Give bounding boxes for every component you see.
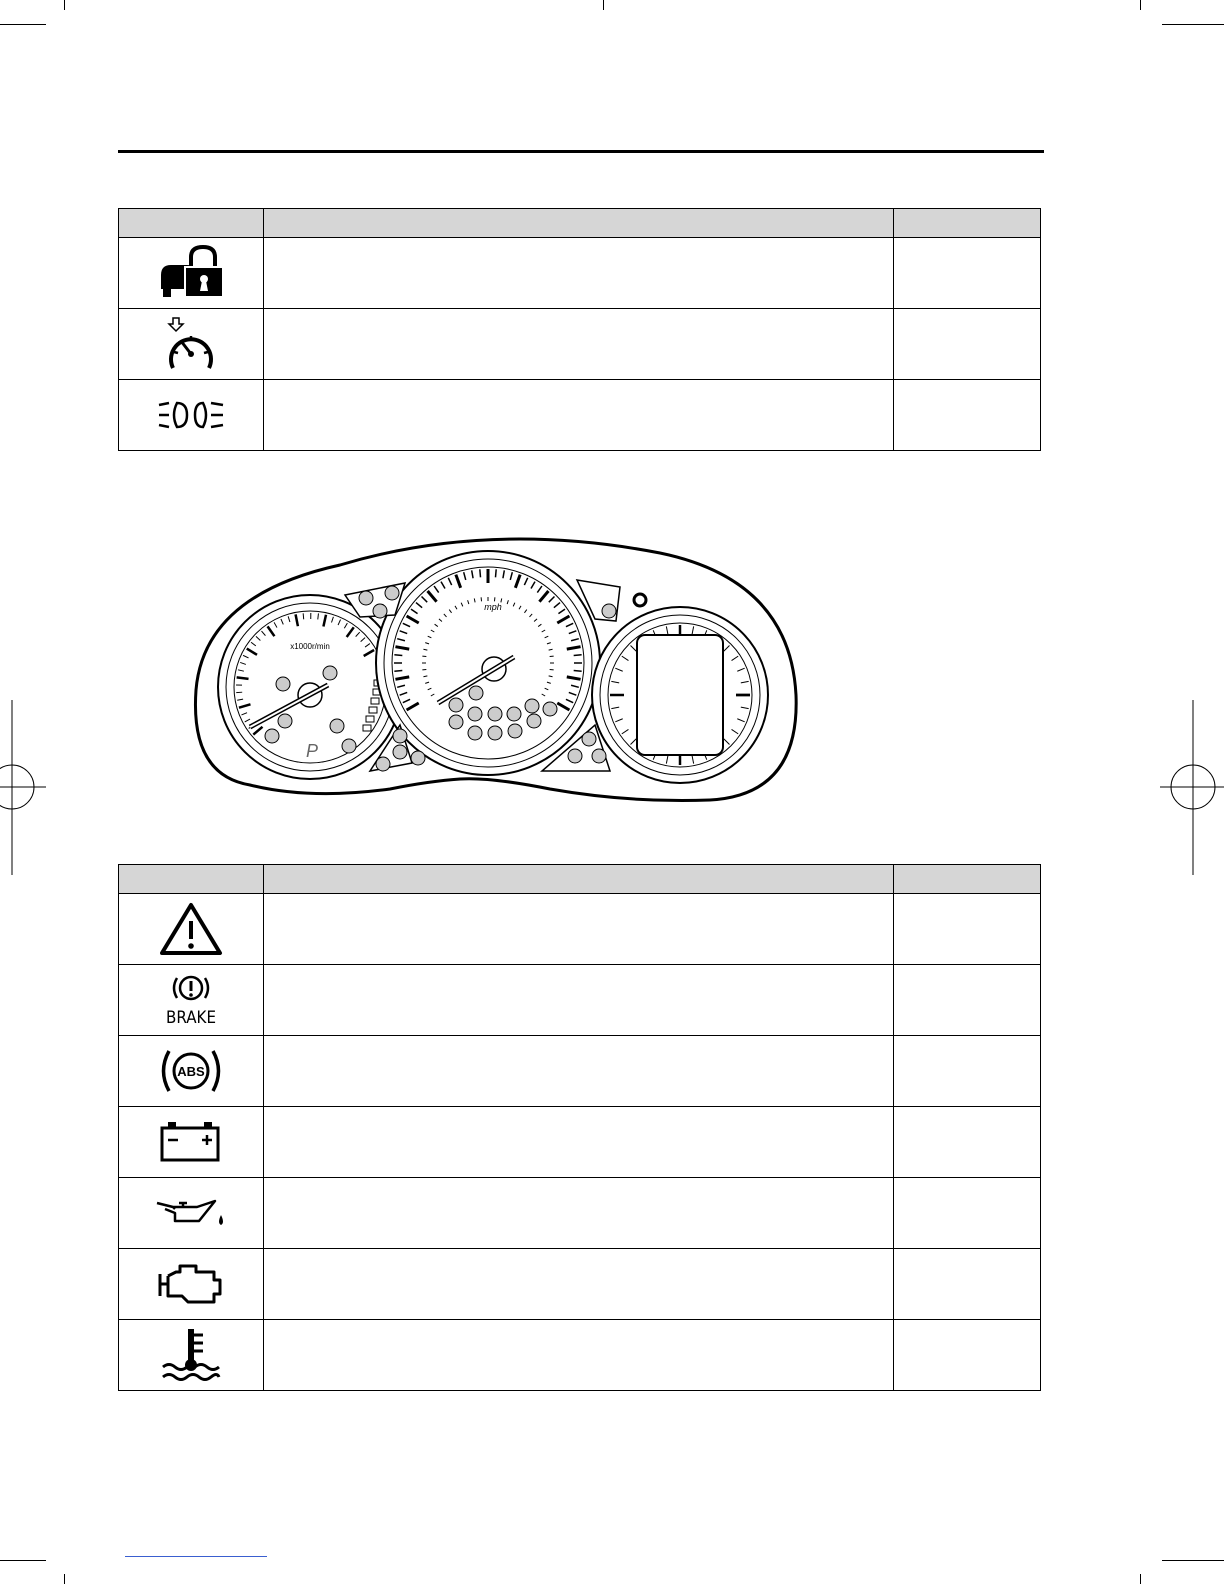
instrument-cluster-illustration (190, 525, 802, 810)
table-header-row (119, 865, 1041, 894)
page-cell (894, 238, 1041, 309)
table-row (119, 380, 1041, 451)
table-header-cell (264, 865, 894, 894)
charging-warning-icon (158, 1118, 224, 1166)
table-row (119, 1249, 1041, 1320)
table-row (119, 309, 1041, 380)
icon-cell (119, 1178, 264, 1249)
icon-cell (119, 1249, 264, 1320)
table-row (119, 1036, 1041, 1107)
indicator-table-top (118, 208, 1041, 451)
crop-mark-bottom-left-v (64, 1574, 65, 1584)
icon-cell (119, 380, 264, 451)
master-warning-icon (158, 901, 224, 957)
check-engine-icon (156, 1262, 226, 1306)
multi-info-display (637, 635, 723, 755)
description-cell (264, 1320, 894, 1391)
description-cell (264, 238, 894, 309)
footer-link-underline[interactable] (125, 1556, 267, 1557)
description-cell (264, 1036, 894, 1107)
table-row (119, 238, 1041, 309)
table-header-cell (264, 209, 894, 238)
table-header-row (119, 209, 1041, 238)
description-cell (264, 1107, 894, 1178)
crop-mark-bottom-right-v (1140, 1574, 1141, 1584)
icon-cell (119, 965, 264, 1036)
page-cell (894, 309, 1041, 380)
icon-cell (119, 238, 264, 309)
table-row (119, 1107, 1041, 1178)
description-cell (264, 965, 894, 1036)
page-cell (894, 1178, 1041, 1249)
table-row (119, 894, 1041, 965)
gear-position-label: P (305, 741, 319, 761)
crop-mark-top-left (64, 0, 65, 10)
icon-cell (119, 1036, 264, 1107)
table-row (119, 1178, 1041, 1249)
crop-mark-right-h (1162, 24, 1224, 25)
indicator-table-bottom (118, 864, 1041, 1391)
abs-warning-icon (156, 1043, 226, 1099)
header-rule (118, 150, 1044, 153)
table-header-cell (894, 209, 1041, 238)
icon-cell (119, 309, 264, 380)
page-cell (894, 1320, 1041, 1391)
table-header-cell (894, 865, 1041, 894)
registration-mark-right (1160, 700, 1224, 875)
registration-mark-left (0, 700, 50, 875)
headlight-indicator-icon (155, 395, 227, 435)
description-cell (264, 1249, 894, 1320)
table-header-cell (119, 865, 264, 894)
description-cell (264, 380, 894, 451)
icon-cell (119, 1107, 264, 1178)
table-row (119, 965, 1041, 1036)
table-header-cell (119, 209, 264, 238)
table-row (119, 1320, 1041, 1391)
page-cell (894, 965, 1041, 1036)
crop-mark-top-center (603, 0, 604, 10)
description-cell (264, 309, 894, 380)
page-cell (894, 1107, 1041, 1178)
page-cell (894, 1249, 1041, 1320)
page-cell (894, 894, 1041, 965)
crop-mark-top-right (1140, 0, 1141, 10)
crop-mark-bottom-left-h (0, 1560, 46, 1561)
description-cell (264, 894, 894, 965)
description-cell (264, 1178, 894, 1249)
cruise-main-indicator-icon (163, 314, 219, 374)
oil-pressure-warning-icon (153, 1193, 229, 1233)
speedometer-unit-label: mph (484, 602, 502, 612)
page-cell (894, 1036, 1041, 1107)
brake-label: BRAKE (166, 1008, 216, 1028)
tachometer-unit-label: x1000r/min (290, 642, 330, 651)
icon-cell (119, 894, 264, 965)
brake-warning-icon (158, 972, 224, 1028)
abs-label: ABS (177, 1064, 205, 1079)
icon-cell (119, 1320, 264, 1391)
crop-mark-bottom-right-h (1162, 1560, 1224, 1561)
security-indicator-icon (155, 245, 227, 301)
crop-mark-left-h (0, 24, 46, 25)
page-cell (894, 380, 1041, 451)
coolant-temperature-icon (161, 1327, 221, 1383)
